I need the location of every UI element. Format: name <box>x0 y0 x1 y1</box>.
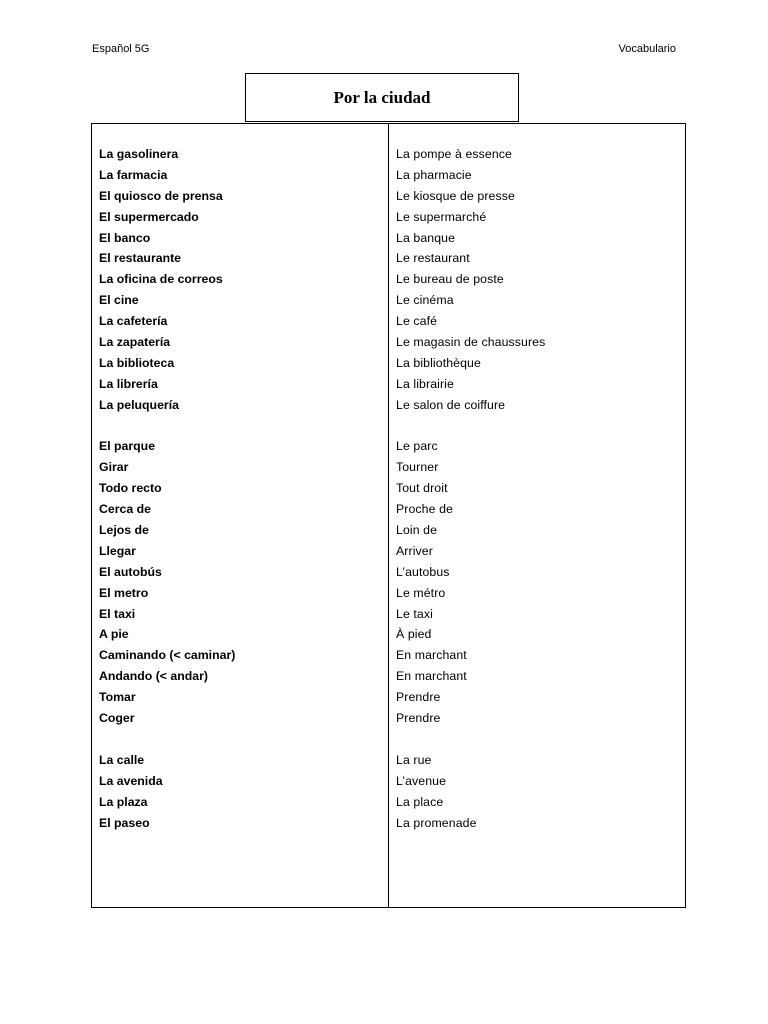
spanish-term: Todo recto <box>99 481 162 496</box>
spanish-term: El supermercado <box>99 209 199 224</box>
spanish-term: Lejos de <box>99 523 149 538</box>
french-term: Le magasin de chaussures <box>396 335 546 350</box>
french-term: Arriver <box>396 543 433 558</box>
french-term: En marchant <box>396 669 467 684</box>
french-term: Tourner <box>396 460 439 475</box>
spanish-term: Cerca de <box>99 502 151 517</box>
french-term: La librairie <box>396 376 454 391</box>
french-term: Le bureau de poste <box>396 272 504 287</box>
spanish-term: Andando (< andar) <box>99 669 208 684</box>
french-term: Le salon de coiffure <box>396 397 506 412</box>
spanish-term: La calle <box>99 752 145 767</box>
column-divider <box>388 124 389 907</box>
french-term: Le taxi <box>396 606 433 621</box>
spanish-term: La peluquería <box>99 397 179 412</box>
french-term: La pharmacie <box>396 167 472 182</box>
group-spacer <box>99 729 379 750</box>
french-term: L’autobus <box>396 564 450 579</box>
french-term: La promenade <box>396 815 477 830</box>
french-term: Le métro <box>396 585 446 600</box>
header-course: Español 5G <box>92 43 150 55</box>
title-box <box>245 73 519 122</box>
french-term: Le kiosque de presse <box>396 188 515 203</box>
french-term: Le restaurant <box>396 251 470 266</box>
french-term: La place <box>396 794 444 809</box>
spanish-term: El metro <box>99 585 149 600</box>
spanish-column <box>99 144 379 833</box>
french-term: Prendre <box>396 690 441 705</box>
spanish-term: La farmacia <box>99 167 168 182</box>
spanish-term: El restaurante <box>99 251 182 266</box>
spanish-term: La plaza <box>99 794 148 809</box>
group-spacer <box>396 729 676 750</box>
spanish-term: La zapatería <box>99 335 171 350</box>
spanish-term: El cine <box>99 293 139 308</box>
spanish-term: Girar <box>99 460 129 475</box>
spanish-term: El banco <box>99 230 151 245</box>
spanish-term: El quiosco de prensa <box>99 188 223 203</box>
french-term: La rue <box>396 752 432 767</box>
spanish-term: El parque <box>99 439 156 454</box>
spanish-term: El autobús <box>99 564 162 579</box>
french-term: Loin de <box>396 523 438 538</box>
spanish-term: La avenida <box>99 773 163 788</box>
french-term: Le café <box>396 314 438 329</box>
french-column <box>396 144 676 833</box>
french-term: En marchant <box>396 648 467 663</box>
french-term: Le supermarché <box>396 209 487 224</box>
spanish-term: La biblioteca <box>99 355 175 370</box>
french-term: Le parc <box>396 439 438 454</box>
spanish-term: Llegar <box>99 543 136 558</box>
french-term: L’avenue <box>396 773 447 788</box>
page-title: Por la ciudad <box>333 87 431 107</box>
group-spacer <box>396 416 676 437</box>
french-term: Tout droit <box>396 481 448 496</box>
french-term: La banque <box>396 230 456 245</box>
french-term: La bibliothèque <box>396 355 481 370</box>
spanish-term: El taxi <box>99 606 136 621</box>
spanish-term: El paseo <box>99 815 150 830</box>
french-term: Proche de <box>396 502 453 517</box>
spanish-term: Tomar <box>99 690 136 705</box>
french-term: Le cinéma <box>396 293 454 308</box>
french-term: La pompe à essence <box>396 147 512 161</box>
spanish-term: Coger <box>99 711 135 726</box>
group-spacer <box>99 416 379 437</box>
spanish-term: Caminando (< caminar) <box>99 648 236 663</box>
spanish-term: A pie <box>99 627 129 642</box>
spanish-term: La librería <box>99 376 158 391</box>
spanish-term: La cafetería <box>99 314 168 329</box>
french-term: À pied <box>396 627 432 642</box>
spanish-term: La oficina de correos <box>99 272 223 287</box>
header-section: Vocabulario <box>618 43 676 55</box>
spanish-term: La gasolinera <box>99 147 179 161</box>
vocabulary-table <box>91 123 686 908</box>
french-term: Prendre <box>396 711 441 726</box>
